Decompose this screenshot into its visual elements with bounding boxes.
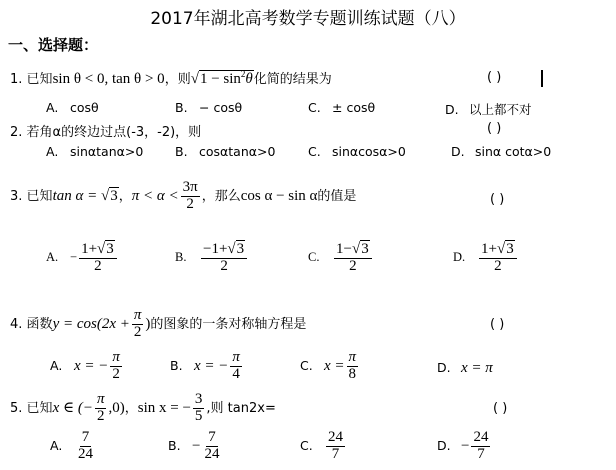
- q4-option-b[interactable]: B. x = − $\frac{\pi}{4}$: [170, 349, 240, 382]
- q1-option-b[interactable]: B. − cosθ: [175, 100, 243, 115]
- answer-blank-2[interactable]: ( ): [487, 121, 502, 136]
- q3-option-d[interactable]: D. $\frac{1+√3}{2}$: [453, 242, 519, 275]
- q2-option-c[interactable]: C. sinαcosα>0: [308, 144, 406, 159]
- question-number: 5.: [10, 400, 23, 416]
- question-number: 1.: [10, 72, 23, 87]
- radical-expression: $√1 - \sin^2\theta$: [190, 69, 253, 87]
- q5-option-a[interactable]: A. $\frac{7}{24}$: [50, 429, 93, 462]
- answer-blank-3[interactable]: ( ): [490, 192, 505, 207]
- q3-option-a[interactable]: A. − $\frac{1+√3}{2}$: [46, 242, 119, 275]
- q2-option-d[interactable]: D. sinα cotα>0: [451, 144, 552, 159]
- q4-option-c[interactable]: C. x = $\frac{\pi}{8}$: [300, 349, 357, 382]
- q5-option-c[interactable]: C. $\frac{24}{7}$: [300, 429, 343, 462]
- answer-blank-1[interactable]: ( ): [487, 70, 502, 85]
- question-number: 4.: [10, 316, 23, 332]
- q2-option-a[interactable]: A. sinαtanα>0: [46, 144, 144, 159]
- section-heading: 一、选择题：: [8, 36, 99, 54]
- q5-option-b[interactable]: B. − $\frac{7}{24}$: [168, 429, 220, 462]
- question-5: 5. 已知x ∈ (− $\frac{\pi}{2}$ ,0)，sin x = − $\frac{3}{5}$ ,则 tan2x=: [10, 391, 276, 424]
- question-number: 3.: [10, 188, 23, 204]
- question-1: 1. 已知sin θ < 0, tan θ > 0，则$√1 - \sin^2\theta$化简的结果为: [10, 69, 332, 87]
- q2-option-b[interactable]: B. cosαtanα>0: [175, 144, 276, 159]
- q4-option-a[interactable]: A. x = − $\frac{\pi}{2}$: [50, 349, 120, 382]
- q1-option-c[interactable]: C. ± cosθ: [308, 100, 376, 115]
- answer-blank-5[interactable]: ( ): [493, 401, 508, 416]
- question-3: 3. 已知tan α = √3，π < α < $\frac{3\pi}{2}$ ，那么cos α − sin α的值是: [10, 179, 357, 212]
- question-number: 2.: [10, 125, 23, 140]
- text-cursor: [541, 70, 543, 87]
- fraction: $\frac{3}{5}$: [194, 391, 203, 424]
- q3-option-b[interactable]: B. $\frac{-1+√3}{2}$: [175, 242, 249, 275]
- fraction: $\frac{\pi}{2}$: [96, 391, 105, 424]
- q1-option-a[interactable]: A. cosθ: [46, 100, 99, 115]
- answer-blank-4[interactable]: ( ): [490, 317, 505, 332]
- q1-option-d[interactable]: D. 以上都不对: [445, 102, 532, 117]
- sqrt-expression: √3: [100, 187, 118, 204]
- question-2: 2. 若角α的终边过点(-3，-2)，则: [10, 125, 202, 140]
- q4-option-d[interactable]: D. x = π: [437, 360, 493, 376]
- condition: sin θ < 0, tan θ > 0: [52, 71, 165, 87]
- q5-option-d[interactable]: D. − $\frac{24}{7}$: [437, 429, 489, 462]
- question-4: 4. 函数y = cos(2x + $\frac{\pi}{2}$ )的图象的一条对称轴方程是: [10, 307, 307, 340]
- fraction: $\frac{3\pi}{2}$: [182, 179, 198, 212]
- fraction: $\frac{\pi}{2}$: [133, 307, 142, 340]
- page-title: 2017年湖北高考数学专题训练试题（八）: [150, 9, 466, 29]
- q3-option-c[interactable]: C. $\frac{1-√3}{2}$: [308, 242, 374, 275]
